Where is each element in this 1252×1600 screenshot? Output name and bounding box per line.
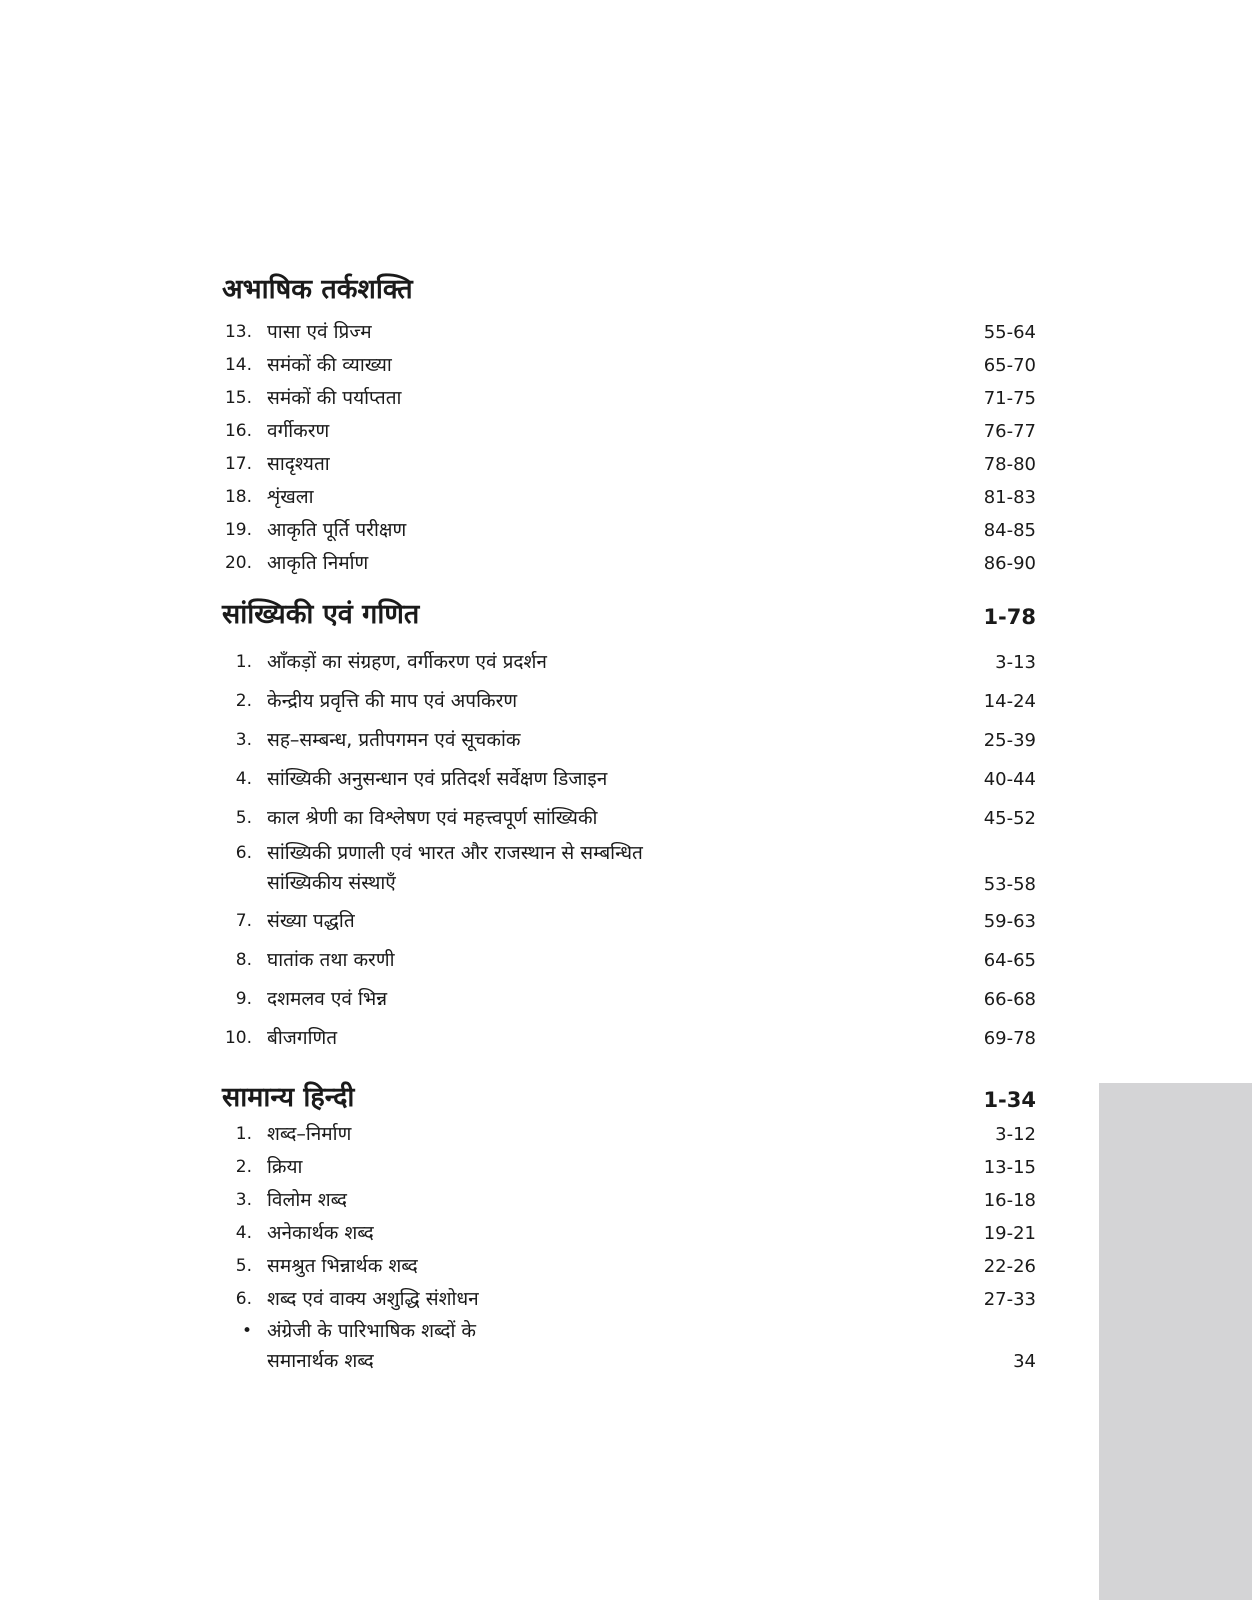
entry-pages: 59-63 [983,911,1036,932]
section-page-range: 1-34 [983,1088,1036,1112]
entry-title: आकृति निर्माण [267,552,369,574]
entry-number: 6. [235,1289,252,1309]
entry-title: शब्द–निर्माण [267,1123,352,1145]
entry-pages: 3-13 [995,652,1036,673]
entry-number: 1. [235,652,252,672]
entry-pages: 25-39 [983,730,1036,751]
entry-title: सह–सम्बन्ध, प्रतीपगमन एवं सूचकांक [267,729,521,751]
entry-number: 8. [235,950,252,970]
entry-number: 10. [224,1028,252,1048]
entry-title: घातांक तथा करणी [267,949,395,971]
entry-number: 3. [235,1190,252,1210]
entry-title: समंकों की व्याख्या [267,354,392,376]
section-header [222,595,1036,635]
entry-title: पासा एवं प्रिज्म [267,321,372,343]
entry-pages: 53-58 [983,874,1036,895]
bullet-marker: • [241,1321,252,1341]
entry-title-line1: अंग्रेजी के पारिभाषिक शब्दों के [267,1320,477,1342]
toc-entry[interactable] [222,941,1036,980]
toc-entry[interactable] [222,382,1036,415]
entry-title: शब्द एवं वाक्य अशुद्धि संशोधन [267,1288,479,1310]
section-header [222,1078,1036,1118]
entry-number: 4. [235,1223,252,1243]
section-title: सांख्यिकी एवं गणित [222,599,420,630]
toc-entry[interactable] [222,721,1036,760]
entry-title: सादृश्यता [267,453,330,475]
toc-entry[interactable] [222,1184,1036,1217]
toc-entry[interactable] [222,902,1036,941]
entry-title: शृंखला [267,486,314,508]
toc-entry[interactable] [222,1118,1036,1151]
toc-entry[interactable] [222,838,1036,902]
entry-pages: 19-21 [983,1223,1036,1244]
entry-pages: 40-44 [983,769,1036,790]
entry-pages: 69-78 [983,1028,1036,1049]
entry-title: दशमलव एवं भिन्न [267,988,388,1010]
toc-entry[interactable] [222,760,1036,799]
toc-entry[interactable] [222,643,1036,682]
entry-pages: 64-65 [983,950,1036,971]
entry-number: 15. [224,388,252,408]
entry-title-line2: सांख्यिकीय संस्थाएँ [267,872,396,894]
entry-pages: 84-85 [983,520,1036,541]
entry-number: 9. [235,989,252,1009]
entry-number: 3. [235,730,252,750]
entry-pages: 3-12 [995,1124,1036,1145]
entry-pages: 22-26 [983,1256,1036,1277]
section-header [222,270,1036,310]
entry-pages: 78-80 [983,454,1036,475]
entry-pages: 65-70 [983,355,1036,376]
entry-title: विलोम शब्द [267,1189,348,1211]
entry-title: अनेकार्थक शब्द [267,1222,374,1244]
entry-title: आँकड़ों का संग्रहण, वर्गीकरण एवं प्रदर्शन [267,651,547,673]
toc-entry[interactable] [222,547,1036,580]
toc-entry[interactable] [222,799,1036,838]
entry-number: 16. [224,421,252,441]
section-page-range: 1-78 [983,605,1036,629]
entry-pages: 16-18 [983,1190,1036,1211]
entry-number: 20. [224,553,252,573]
entry-number: 4. [235,769,252,789]
entry-title [267,838,643,898]
toc-entry[interactable] [222,514,1036,547]
entry-title: संख्या पद्धति [267,910,355,932]
toc-section-abhashik [222,270,1036,580]
toc-entry[interactable] [222,1019,1036,1058]
section-title: अभाषिक तर्कशक्ति [222,274,413,305]
entry-number: 1. [235,1124,252,1144]
entry-title: वर्गीकरण [267,420,330,442]
entry-number: 6. [235,843,252,863]
entry-pages: 45-52 [983,808,1036,829]
toc-section-hindi [222,1078,1036,1378]
toc-section-sankhyiki [222,595,1036,1058]
entry-pages: 27-33 [983,1289,1036,1310]
toc-entry[interactable] [222,1250,1036,1283]
entry-pages: 14-24 [983,691,1036,712]
side-tab-marker [1099,1083,1252,1600]
entry-title: समश्रुत भिन्नार्थक शब्द [267,1255,418,1277]
entry-number: 18. [224,487,252,507]
toc-entry[interactable] [222,1283,1036,1316]
entry-number: 2. [235,1157,252,1177]
entry-title [267,1316,476,1376]
entry-number: 7. [235,911,252,931]
entry-pages: 71-75 [983,388,1036,409]
toc-entry[interactable] [222,1151,1036,1184]
entry-pages: 55-64 [983,322,1036,343]
entry-number: 17. [224,454,252,474]
entry-number: 5. [235,1256,252,1276]
entry-title: केन्द्रीय प्रवृत्ति की माप एवं अपकिरण [267,690,518,712]
entry-number: 5. [235,808,252,828]
toc-entry[interactable] [222,1217,1036,1250]
entry-title: बीजगणित [267,1027,338,1049]
toc-entry[interactable] [222,349,1036,382]
toc-entry[interactable] [222,682,1036,721]
entry-title: आकृति पूर्ति परीक्षण [267,519,407,541]
toc-entry[interactable] [222,980,1036,1019]
toc-entry[interactable] [222,316,1036,349]
entry-pages: 13-15 [983,1157,1036,1178]
toc-entry[interactable] [222,481,1036,514]
entry-number: 14. [224,355,252,375]
entry-title: समंकों की पर्याप्तता [267,387,402,409]
entry-number: 19. [224,520,252,540]
entry-number: 13. [224,322,252,342]
entry-title: काल श्रेणी का विश्लेषण एवं महत्त्वपूर्ण सांख्यिकी [267,807,598,829]
entry-pages: 81-83 [983,487,1036,508]
entry-number: 2. [235,691,252,711]
entry-pages: 66-68 [983,989,1036,1010]
entry-title-line2: समानार्थक शब्द [267,1350,374,1372]
entry-title: क्रिया [267,1156,303,1178]
entry-title-line1: सांख्यिकी प्रणाली एवं भारत और राजस्थान से सम्बन्धित [267,842,643,864]
section-title: सामान्य हिन्दी [222,1082,355,1113]
entry-title: सांख्यिकी अनुसन्धान एवं प्रतिदर्श सर्वेक्षण डिजाइन [267,768,608,790]
toc-entry[interactable] [222,1316,1036,1378]
entry-pages: 76-77 [983,421,1036,442]
entry-pages: 86-90 [983,553,1036,574]
entry-pages: 34 [1013,1351,1036,1372]
toc-entry[interactable] [222,415,1036,448]
toc-entry[interactable] [222,448,1036,481]
